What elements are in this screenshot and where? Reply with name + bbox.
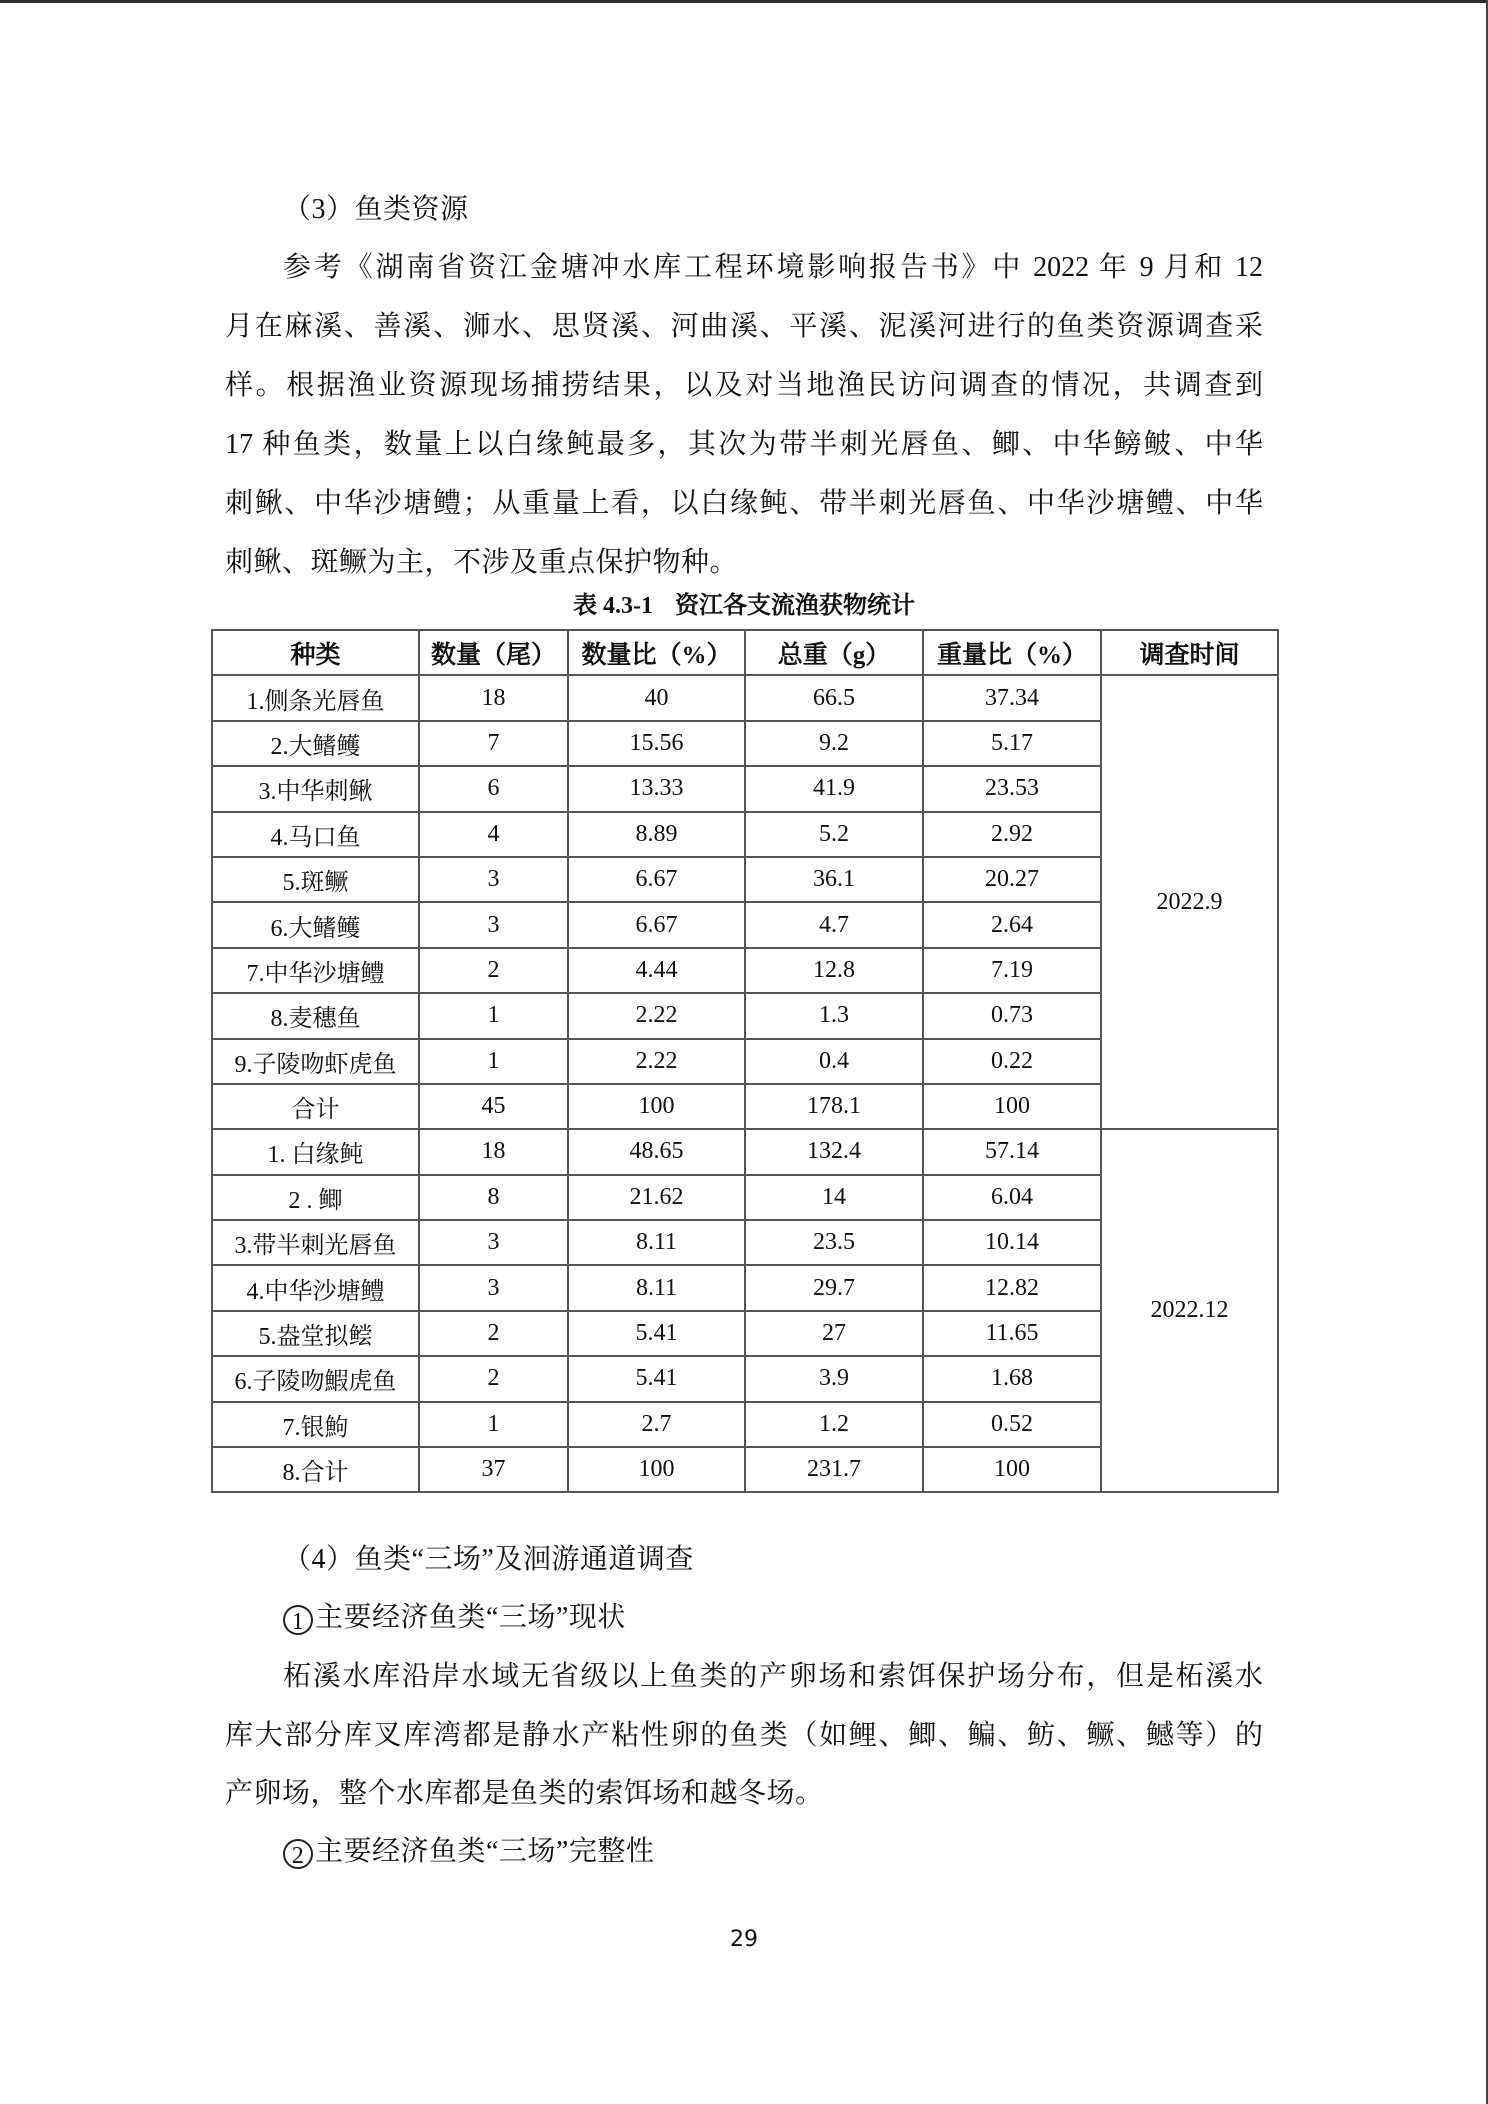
cell-total-weight: 0.4 xyxy=(745,1039,923,1084)
cell-weight-ratio: 0.22 xyxy=(923,1039,1101,1084)
cell-count-ratio: 15.56 xyxy=(568,721,745,766)
paragraph-line: 刺鳅、斑鳜为主，不涉及重点保护物种。 xyxy=(225,547,739,578)
cell-species: 3.带半刺光唇鱼 xyxy=(212,1220,419,1265)
cell-count: 37 xyxy=(419,1447,568,1492)
cell-survey-date: 2022.9 xyxy=(1101,675,1278,1129)
header-species: 种类 xyxy=(212,630,419,675)
cell-species: 8.麦穗鱼 xyxy=(212,993,419,1038)
table-caption-title: 资江各支流渔获物统计 xyxy=(675,593,915,619)
cell-count: 3 xyxy=(419,902,568,947)
cell-count-ratio: 40 xyxy=(568,675,745,720)
cell-species: 8.合计 xyxy=(212,1447,419,1492)
cell-count: 7 xyxy=(419,721,568,766)
cell-count: 18 xyxy=(419,675,568,720)
paragraph-line: 库大部分库叉库湾都是静水产粘性卵的鱼类（如鲤、鲫、鳊、鲂、鳜、鳡等）的 xyxy=(225,1720,1263,1751)
paragraph-line: 刺鳅、中华沙塘鳢；从重量上看，以白缘鲀、带半刺光唇鱼、中华沙塘鳢、中华 xyxy=(225,488,1263,519)
cell-count: 1 xyxy=(419,1039,568,1084)
cell-count-ratio: 8.11 xyxy=(568,1220,745,1265)
page-top-border xyxy=(0,0,1488,3)
cell-count: 8 xyxy=(419,1175,568,1220)
table-row xyxy=(212,675,1278,720)
cell-weight-ratio: 23.53 xyxy=(923,766,1101,811)
cell-count-ratio: 2.7 xyxy=(568,1402,745,1447)
cell-survey-date: 2022.12 xyxy=(1101,1129,1278,1492)
cell-weight-ratio: 10.14 xyxy=(923,1220,1101,1265)
cell-weight-ratio: 6.04 xyxy=(923,1175,1101,1220)
cell-total-weight: 1.3 xyxy=(745,993,923,1038)
cell-total-weight: 1.2 xyxy=(745,1402,923,1447)
cell-species: 2 . 鲫 xyxy=(212,1175,419,1220)
cell-species: 4.马口鱼 xyxy=(212,812,419,857)
cell-count: 4 xyxy=(419,812,568,857)
cell-species: 5.盎堂拟鲿 xyxy=(212,1311,419,1356)
circled-number-1: 1 xyxy=(283,1605,313,1635)
cell-species: 合计 xyxy=(212,1084,419,1129)
subsection-title: 主要经济鱼类“三场”完整性 xyxy=(315,1836,655,1867)
table-caption-number: 表 4.3-1 xyxy=(573,593,653,619)
cell-weight-ratio: 0.73 xyxy=(923,993,1101,1038)
table-header-row xyxy=(212,630,1278,675)
header-survey-date: 调查时间 xyxy=(1101,630,1278,675)
subsection-heading-integrity xyxy=(283,1834,654,1870)
cell-total-weight: 4.7 xyxy=(745,902,923,947)
cell-total-weight: 27 xyxy=(745,1311,923,1356)
header-weight-ratio: 重量比（%） xyxy=(923,630,1101,675)
paragraph-line: 产卵场，整个水库都是鱼类的索饵场和越冬场。 xyxy=(225,1778,824,1809)
cell-count-ratio: 21.62 xyxy=(568,1175,745,1220)
paragraph-line: 17 种鱼类，数量上以白缘鲀最多，其次为带半刺光唇鱼、鲫、中华鳑鲏、中华 xyxy=(225,429,1263,460)
cell-count: 6 xyxy=(419,766,568,811)
cell-count: 18 xyxy=(419,1129,568,1174)
cell-species: 7.中华沙塘鳢 xyxy=(212,948,419,993)
cell-count-ratio: 2.22 xyxy=(568,1039,745,1084)
cell-weight-ratio: 5.17 xyxy=(923,721,1101,766)
cell-count-ratio: 5.41 xyxy=(568,1356,745,1401)
cell-count-ratio: 4.44 xyxy=(568,948,745,993)
cell-count-ratio: 100 xyxy=(568,1447,745,1492)
cell-species: 6.子陵吻鰕虎鱼 xyxy=(212,1356,419,1401)
cell-count-ratio: 8.11 xyxy=(568,1265,745,1310)
cell-count: 1 xyxy=(419,993,568,1038)
cell-count: 2 xyxy=(419,948,568,993)
cell-total-weight: 3.9 xyxy=(745,1356,923,1401)
cell-total-weight: 66.5 xyxy=(745,675,923,720)
cell-total-weight: 5.2 xyxy=(745,812,923,857)
cell-species: 9.子陵吻虾虎鱼 xyxy=(212,1039,419,1084)
cell-weight-ratio: 11.65 xyxy=(923,1311,1101,1356)
paragraph-line: 参考《湖南省资江金塘冲水库工程环境影响报告书》中 2022 年 9 月和 12 xyxy=(283,252,1263,283)
section-heading-three-grounds: （4）鱼类“三场”及洄游通道调查 xyxy=(283,1544,694,1575)
subsection-title: 主要经济鱼类“三场”现状 xyxy=(315,1602,626,1633)
cell-weight-ratio: 7.19 xyxy=(923,948,1101,993)
cell-total-weight: 29.7 xyxy=(745,1265,923,1310)
cell-total-weight: 14 xyxy=(745,1175,923,1220)
cell-count-ratio: 6.67 xyxy=(568,857,745,902)
subsection-heading-status xyxy=(283,1600,626,1636)
cell-weight-ratio: 0.52 xyxy=(923,1402,1101,1447)
table-row xyxy=(212,1129,1278,1174)
cell-count: 1 xyxy=(419,1402,568,1447)
page-number: 29 xyxy=(730,1927,758,1952)
cell-total-weight: 231.7 xyxy=(745,1447,923,1492)
cell-weight-ratio: 37.34 xyxy=(923,675,1101,720)
cell-count: 2 xyxy=(419,1356,568,1401)
header-total-weight: 总重（g） xyxy=(745,630,923,675)
cell-weight-ratio: 1.68 xyxy=(923,1356,1101,1401)
cell-count: 3 xyxy=(419,1265,568,1310)
circled-number-2: 2 xyxy=(283,1839,313,1869)
catch-statistics-table xyxy=(211,629,1279,1493)
paragraph-line: 柘溪水库沿岸水域无省级以上鱼类的产卵场和索饵保护场分布，但是柘溪水 xyxy=(283,1661,1263,1692)
header-count: 数量（尾） xyxy=(419,630,568,675)
cell-weight-ratio: 2.92 xyxy=(923,812,1101,857)
cell-count-ratio: 8.89 xyxy=(568,812,745,857)
cell-species: 3.中华刺鳅 xyxy=(212,766,419,811)
cell-weight-ratio: 100 xyxy=(923,1084,1101,1129)
cell-species: 7.银鮈 xyxy=(212,1402,419,1447)
cell-species: 2.大鳍鳠 xyxy=(212,721,419,766)
cell-species: 1.侧条光唇鱼 xyxy=(212,675,419,720)
cell-count-ratio: 48.65 xyxy=(568,1129,745,1174)
cell-total-weight: 178.1 xyxy=(745,1084,923,1129)
cell-count-ratio: 5.41 xyxy=(568,1311,745,1356)
cell-count-ratio: 100 xyxy=(568,1084,745,1129)
cell-species: 5.斑鳜 xyxy=(212,857,419,902)
cell-species: 4.中华沙塘鳢 xyxy=(212,1265,419,1310)
table-caption xyxy=(211,589,1277,623)
cell-weight-ratio: 20.27 xyxy=(923,857,1101,902)
cell-total-weight: 36.1 xyxy=(745,857,923,902)
cell-weight-ratio: 100 xyxy=(923,1447,1101,1492)
cell-total-weight: 41.9 xyxy=(745,766,923,811)
cell-count-ratio: 2.22 xyxy=(568,993,745,1038)
cell-total-weight: 132.4 xyxy=(745,1129,923,1174)
cell-total-weight: 12.8 xyxy=(745,948,923,993)
cell-total-weight: 23.5 xyxy=(745,1220,923,1265)
cell-species: 1. 白缘鲀 xyxy=(212,1129,419,1174)
cell-total-weight: 9.2 xyxy=(745,721,923,766)
cell-count-ratio: 13.33 xyxy=(568,766,745,811)
cell-count: 45 xyxy=(419,1084,568,1129)
cell-weight-ratio: 12.82 xyxy=(923,1265,1101,1310)
cell-count-ratio: 6.67 xyxy=(568,902,745,947)
cell-weight-ratio: 2.64 xyxy=(923,902,1101,947)
header-count-ratio: 数量比（%） xyxy=(568,630,745,675)
paragraph-line: 样。根据渔业资源现场捕捞结果，以及对当地渔民访问调查的情况，共调查到 xyxy=(225,370,1263,401)
section-heading-fish-resources: （3）鱼类资源 xyxy=(283,194,469,225)
cell-weight-ratio: 57.14 xyxy=(923,1129,1101,1174)
cell-count: 3 xyxy=(419,857,568,902)
cell-count: 3 xyxy=(419,1220,568,1265)
paragraph-line: 月在麻溪、善溪、浉水、思贤溪、河曲溪、平溪、泥溪河进行的鱼类资源调查采 xyxy=(225,311,1263,342)
cell-species: 6.大鳍鳠 xyxy=(212,902,419,947)
cell-count: 2 xyxy=(419,1311,568,1356)
